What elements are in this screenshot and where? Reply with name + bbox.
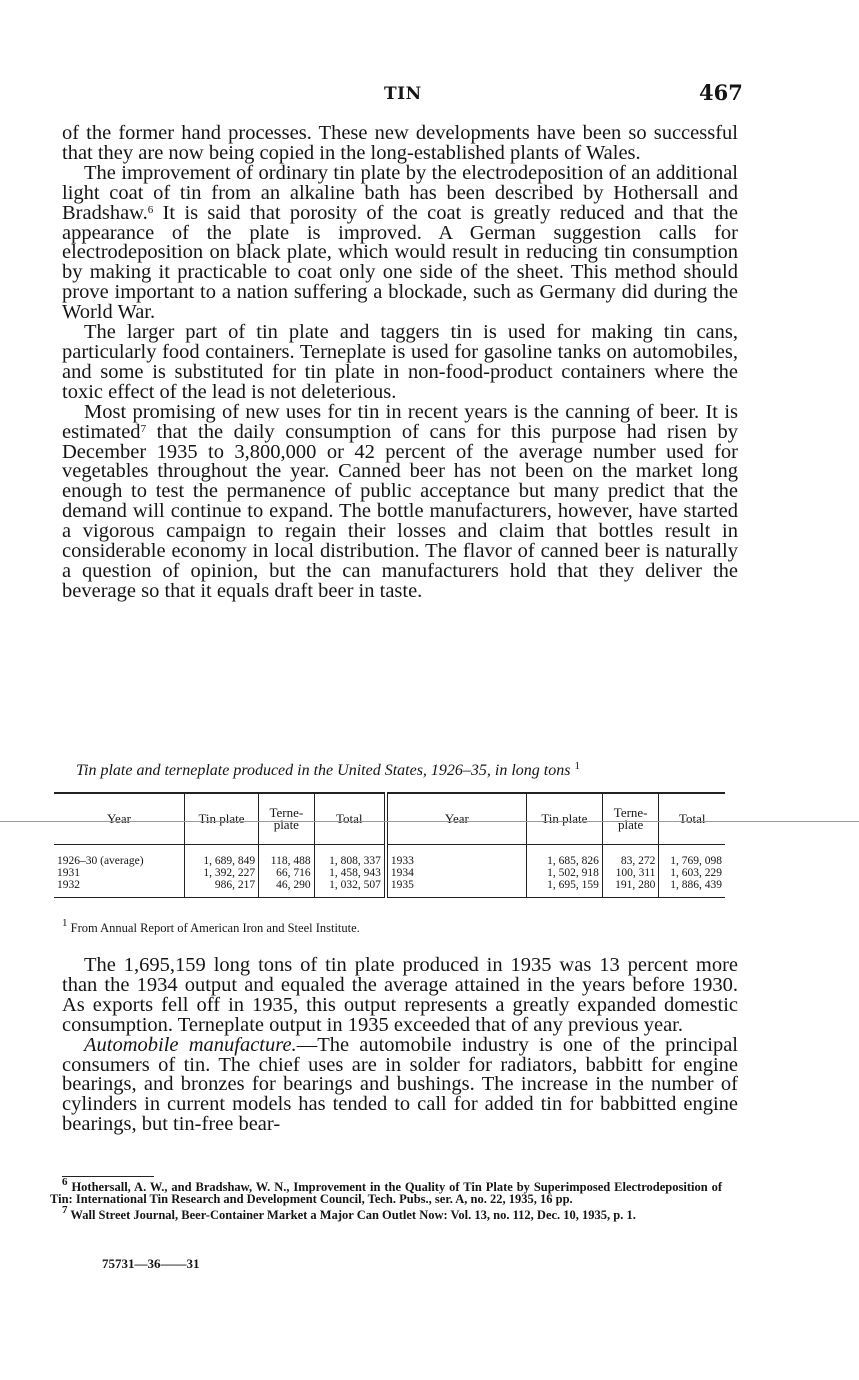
body-text-upper — [62, 124, 738, 602]
footnotes — [50, 1176, 723, 1227]
table-row: 1926–30 (average) 1, 689, 849 118, 488 1, 808, 337 1933 1, 685, 826 83, 272 1, 769, 098 — [54, 845, 725, 868]
paragraph-4: Most promising of new uses for tin in recent years is the canning of beer. It is estimated$^7$ that the daily consumption of cans for this purpose had risen by December 1935 to 3,800,000 or 42 percent of the average number used for vegetables throughout the year. Canned beer has not been on the market long enough to test the permanence of public acceptance but many predict that the demand will continue to expand. The bottle manufacturers, however, have started a vigorous campaign to regain their losses and claim that bottles result in considerable economy in local distribution. The flavor of canned beer is naturally a question of opinion, but the can manufacturers hold that they deliver the beverage so that it equals draft beer in taste. — [62, 400, 738, 602]
footnote-6: $^6$ Hothersall, A. W., and Bradshaw, W. N., Improvement in the Quality of Tin Plate by Superimposed Electrodeposition of Tin: International Tin Research and Development Council, Tech. Pubs., ser. A, no. 22, 1935, 16 pp. — [50, 1176, 723, 1206]
col-total: Total — [314, 793, 386, 845]
table-row: 1931 1, 392, 227 66, 716 1, 458, 943 1934 1, 502, 918 100, 311 1, 603, 229 — [54, 867, 725, 879]
col-year: Year — [54, 793, 184, 845]
col-year-right: Year — [386, 793, 526, 845]
col-tin-plate: Tin plate — [184, 793, 258, 845]
footnote-7: $^7$ Wall Street Journal, Beer-Container Market a Major Can Outlet Now: Vol. 13, no. 112, Dec. 10, 1935, p. 1. — [62, 1204, 636, 1222]
running-head: TIN — [384, 84, 422, 104]
table-header-row — [54, 793, 725, 845]
footnote-ref-7: 7 — [140, 422, 147, 435]
table-caption: Tin plate and terneplate produced in the United States, 1926–35, in long tons $^1$ — [76, 760, 580, 779]
page-number: 467 — [699, 80, 743, 105]
production-table — [54, 792, 725, 898]
col-terneplate: Terne-plate — [259, 793, 315, 845]
print-code: 75731—36——31 — [102, 1256, 200, 1271]
table-caption-ref: 1 — [574, 760, 580, 772]
paragraph-3: The larger part of tin plate and taggers tin is used for making tin cans, particularly food containers. Terneplate is used for gasoline tanks on automobiles, and some is substituted for tin plate in non-food-product containers where the toxic effect of the lead is not deleterious. — [62, 321, 738, 403]
footnote-rule — [62, 1176, 154, 1177]
paragraph-2: The improvement of ordinary tin plate by the electrodeposition of an additional light coat of tin from an alkaline bath has been described by Hothersall and Bradshaw.$^6$ It is said that porosity of the coat is greatly reduced and that the appearance of the plate is improved. A German suggestion calls for electrodeposition on black plate, which would result in reducing tin consumption by making it practicable to coat only one side of the sheet. This method should prove important to a nation suffering a blockade, such as Germany did during the World War. — [62, 161, 738, 324]
paragraph-6: Automobile manufacture.—The automobile industry is one of the principal consumers of tin. The chief uses are in solder for radiators, babbitt for engine bearings, and bronzes for bearings and bushings. The increase in the number of cylinders in current models has tended to call for added tin for babbitted engine bearings, but tin-free bear- — [62, 1033, 738, 1136]
paragraph-1: of the former hand processes. These new developments have been so successful that they are now being copied in the long-established plants of Wales. — [62, 122, 738, 164]
col-tin-plate-right: Tin plate — [526, 793, 602, 845]
col-terneplate-right: Terne-plate — [602, 793, 658, 845]
footnote-ref-6: 6 — [147, 203, 154, 216]
page-fold-line — [0, 821, 859, 822]
col-total-right: Total — [659, 793, 725, 845]
table-row: 1932 986, 217 46, 290 1, 032, 507 1935 1, 695, 159 191, 280 1, 886, 439 — [54, 879, 725, 898]
paragraph-5: The 1,695,159 long tons of tin plate produced in 1935 was 13 percent more than the 1934 output and equaled the average attained in the years before 1930. As exports fell off in 1935, this output represents a greatly expanded domestic consumption. Terneplate output in 1935 exceeded that of any previous year. — [62, 954, 738, 1036]
section-heading: Automobile manufacture. — [84, 1033, 297, 1056]
body-text-lower — [62, 956, 738, 1135]
table-footnote: $^1$ From Annual Report of American Iron and Steel Institute. — [62, 917, 360, 935]
